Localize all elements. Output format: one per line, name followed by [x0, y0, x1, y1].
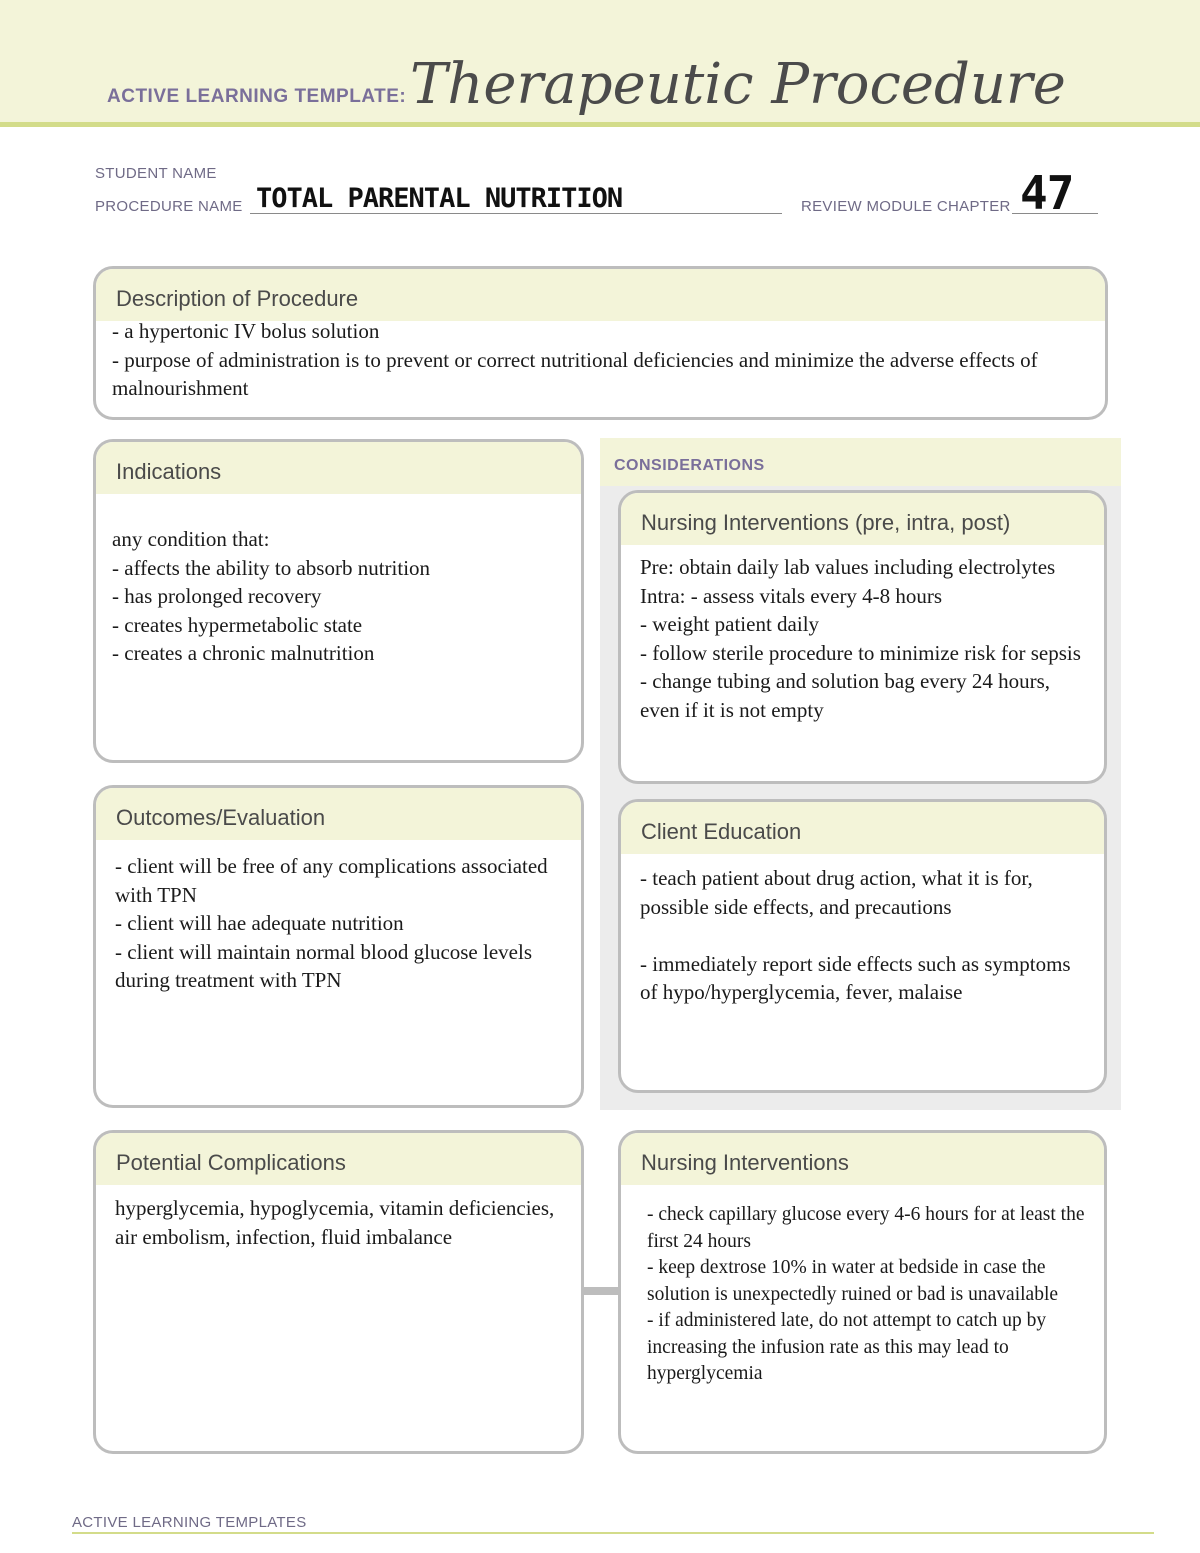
complications-body[interactable]: hyperglycemia, hypoglycemia, vitamin deficiencies, air embolism, infection, fluid imbalance — [115, 1196, 555, 1249]
nursing-interventions-body[interactable]: - check capillary glucose every 4-6 hours for at least the first 24 hours - keep dextrose 10% in water at bedside in case the solution is unexpectedly ruined or bad is unavailable - if administered late, do not attempt to catch up by increasing the infusion rate as this may lead to hyperglycemia — [647, 1204, 1085, 1384]
client-education-title: Client Education — [621, 802, 1104, 854]
description-body[interactable]: - a hypertonic IV bolus solution - purpose of administration is to prevent or correct nutritional deficiencies and minimize the adverse effects of malnourishment — [112, 319, 1038, 400]
nursing-interventions-title: Nursing Interventions — [621, 1133, 1104, 1185]
description-section — [93, 266, 1108, 420]
indications-section — [93, 439, 584, 763]
page-title: Therapeutic Procedure — [410, 52, 1066, 117]
header-rule — [0, 122, 1200, 127]
outcomes-body[interactable]: - client will be free of any complications associated with TPN - client will hae adequate nutrition - client will maintain normal blood glucose levels during treatment with TPN — [115, 854, 548, 992]
complications-section — [93, 1130, 584, 1454]
nursing-interventions-section — [618, 1130, 1107, 1454]
outcomes-section — [93, 785, 584, 1108]
outcomes-title: Outcomes/Evaluation — [96, 788, 581, 840]
student-name-label: STUDENT NAME — [95, 165, 217, 182]
procedure-name-field[interactable]: TOTAL PARENTAL NUTRITION — [256, 183, 623, 214]
nursing-interventions-pip-body[interactable]: Pre: obtain daily lab values including electrolytes Intra: - assess vitals every 4-8 hours - weight patient daily - follow sterile procedure to minimize risk for sepsis - change tubing and solution bag every 24 hours, even if it is not empty — [640, 555, 1081, 722]
client-education-section — [618, 799, 1107, 1093]
review-module-label: REVIEW MODULE CHAPTER — [801, 198, 1011, 215]
considerations-label: CONSIDERATIONS — [614, 457, 765, 474]
indications-title: Indications — [96, 442, 581, 494]
nursing-interventions-pip-section — [618, 490, 1107, 784]
footer-label: ACTIVE LEARNING TEMPLATES — [72, 1514, 307, 1531]
template-label: ACTIVE LEARNING TEMPLATE: — [107, 86, 407, 107]
procedure-name-label: PROCEDURE NAME — [95, 198, 243, 215]
review-module-field[interactable]: 47 — [1020, 166, 1074, 220]
nursing-interventions-pip-title: Nursing Interventions (pre, intra, post) — [621, 493, 1104, 545]
description-title: Description of Procedure — [96, 269, 1105, 321]
indications-body[interactable]: any condition that: - affects the ability to absorb nutrition - has prolonged recovery - creates hypermetabolic state - creates a chronic malnutrition — [112, 527, 431, 665]
client-education-body[interactable]: - teach patient about drug action, what it is for, possible side effects, and precautions - immediately report side effects such as symptoms of hypo/hyperglycemia, fever, malaise — [640, 866, 1071, 1004]
complications-title: Potential Complications — [96, 1133, 581, 1185]
footer-rule — [72, 1532, 1154, 1534]
connector-bar — [583, 1287, 621, 1295]
